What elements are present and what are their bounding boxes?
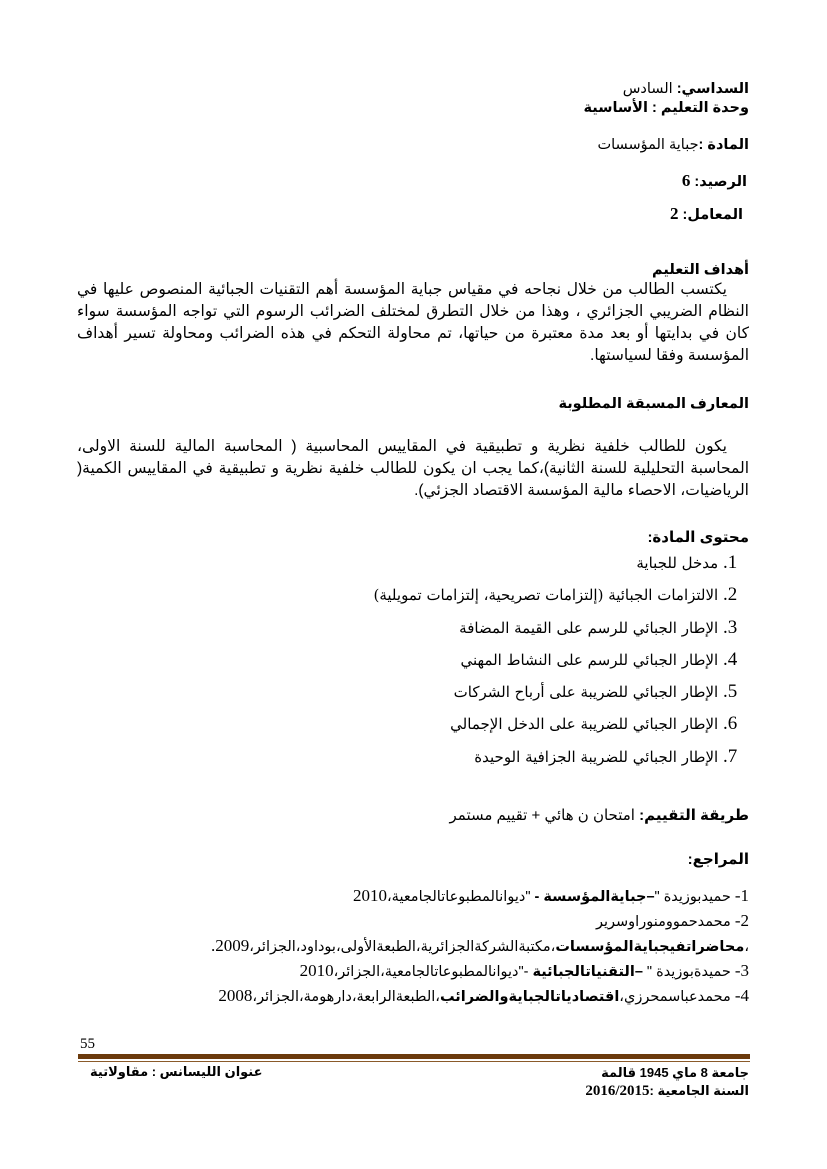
content-item-text: الإطار الجبائي للضريبة على الدخل الإجمالي — [450, 715, 719, 734]
reference-number: 3- — [734, 961, 749, 980]
credits-value: 6 — [681, 171, 691, 190]
content-item-number: 5. — [723, 681, 738, 703]
footer-divider — [78, 1054, 750, 1059]
content-item-number: 1. — [723, 552, 738, 573]
reference-title: محاضراتفيجبايةالمؤسسات — [555, 939, 745, 955]
content-item-number: 2. — [723, 584, 738, 606]
content-item — [374, 742, 749, 774]
footer-institution — [585, 1064, 749, 1100]
objectives-paragraph — [77, 279, 749, 367]
academic-year-label: السنة الجامعية : — [649, 1083, 749, 1098]
reference-author: حميدبوزيدة " — [654, 889, 731, 905]
reference-year: 2008 — [218, 986, 253, 1005]
reference-publisher: -"ديوانالمطبوعاتالجامعية،الجزائر، — [333, 964, 533, 980]
reference-item — [97, 909, 787, 959]
objectives-heading: أهداف التعليم — [652, 262, 749, 278]
page-number: 55 — [80, 1036, 95, 1052]
reference-author: حميدةبوزيدة " — [642, 964, 731, 980]
content-item-text: الإطار الجبائي للرسم على النشاط المهني — [460, 650, 719, 669]
content-item — [374, 677, 749, 709]
reference-publisher: "ديوانالمطبوعاتالجامعية، — [386, 889, 535, 905]
semester-value: السادس — [622, 81, 673, 97]
reference-item — [97, 984, 787, 1009]
content-item-text: الإطار الجبائي للضريبة على أرباح الشركات — [453, 683, 719, 702]
credits-line — [682, 172, 747, 191]
credits-label: الرصيد: — [694, 174, 747, 190]
coefficient-label: المعامل: — [682, 207, 743, 223]
reference-title: –جبايةالمؤسسة - — [534, 889, 655, 905]
content-item — [374, 548, 749, 580]
reference-title: –التقنياتالجبائية — [532, 964, 643, 980]
reference-year: 2010 — [299, 961, 334, 980]
objectives-text: يكتسب الطالب من خلال نجاحه في مقياس جباية المؤسسة أهم التقنيات الجبائية المنصوص عليها في النظام الضريبي الجزائري ، وهذا من خلال التطرق لمختلف الضرائب الرسوم التي تواجه المؤسسة سواء كان في بدايتها أو بعد مدة معتبرة من حياتها، تم محاولة التحكم في هذه الضرائب ومحاولة تسير أهداف المؤسسة وفقا لسياستها. — [77, 281, 749, 364]
reference-title: اقتصادياتالجبايةوالضرائب — [439, 989, 620, 1005]
content-item — [374, 580, 749, 612]
references-heading: المراجع: — [687, 851, 749, 868]
reference-publisher: ،الطبعةالرابعة،دارهومة،الجزائر، — [252, 989, 440, 1005]
content-item-text: الالتزامات الجبائية (إلتزامات تصريحية، إلتزامات تمويلية) — [373, 586, 719, 605]
unit-line — [584, 99, 750, 117]
reference-item — [97, 884, 787, 909]
content-item-number: 4. — [723, 648, 738, 670]
content-item-number: 6. — [723, 713, 738, 735]
academic-year — [585, 1082, 749, 1100]
content-list — [374, 548, 749, 774]
subject-value: جباية المؤسسات — [597, 137, 699, 153]
coefficient-value: 2 — [669, 204, 679, 223]
subject-label: المادة : — [698, 137, 749, 153]
reference-number: 2- — [734, 911, 749, 930]
content-item-text: الإطار الجبائي للضريبة الجزافية الوحيدة — [474, 747, 719, 766]
reference-publisher: ،مكتبةالشركةالجزائرية،الطبعةالأولى،بوداود،الجزائر، — [249, 939, 556, 955]
evaluation-label: طريقة التقييم: — [639, 807, 749, 824]
footer-divider-thin — [78, 1061, 750, 1062]
license-title: عنوان الليسانس : مقاولاتية — [90, 1064, 263, 1079]
content-item-text: مدخل للجباية — [636, 554, 719, 572]
reference-number: 1- — [734, 886, 749, 905]
reference-item — [97, 959, 787, 984]
content-item-number: 7. — [723, 745, 738, 767]
coefficient-line — [670, 205, 743, 224]
reference-author: محمدحموومنوراوسرير ، — [595, 914, 749, 955]
reference-number: 4- — [734, 986, 749, 1005]
content-item — [374, 613, 749, 645]
content-item-number: 3. — [723, 616, 738, 638]
semester-line — [623, 80, 749, 98]
evaluation-value: امتحان ن هائي + تقييم مستمر — [449, 807, 635, 824]
content-item-text: الإطار الجبائي للرسم على القيمة المضافة — [459, 618, 719, 637]
university-name: جامعة 8 ماي 1945 قالمة — [601, 1065, 749, 1080]
unit-label: وحدة التعليم : — [651, 100, 749, 116]
prerequisites-heading: المعارف المسبقة المطلوبة — [558, 396, 749, 412]
reference-author: محمدعباسمحرزي، — [619, 989, 731, 1005]
reference-year: 2009. — [211, 936, 250, 955]
content-item — [374, 645, 749, 677]
subject-line — [597, 136, 749, 154]
content-item — [374, 709, 749, 741]
prerequisites-paragraph — [77, 436, 749, 502]
references-list — [97, 884, 787, 1009]
semester-label: السداسي: — [676, 81, 749, 97]
unit-value: الأساسية — [583, 100, 648, 116]
academic-year-value: 2016/2015 — [585, 1083, 650, 1099]
evaluation-line — [450, 806, 750, 824]
prerequisites-text: يكون للطالب خلفية نظرية و تطبيقية في المقاييس المحاسبية ( المحاسبة المالية للسنة الاولى، المحاسبة التحليلية للسنة الثانية)،كما يجب ان يكون للطالب خلفية نظرية و تطبيقية في المقاييس الكمية( الرياضيات، الاحصاء مالية المؤسسة الاقتصاد الجزئي). — [77, 438, 749, 499]
content-heading: محتوى المادة: — [647, 529, 749, 546]
reference-year: 2010 — [352, 886, 387, 905]
